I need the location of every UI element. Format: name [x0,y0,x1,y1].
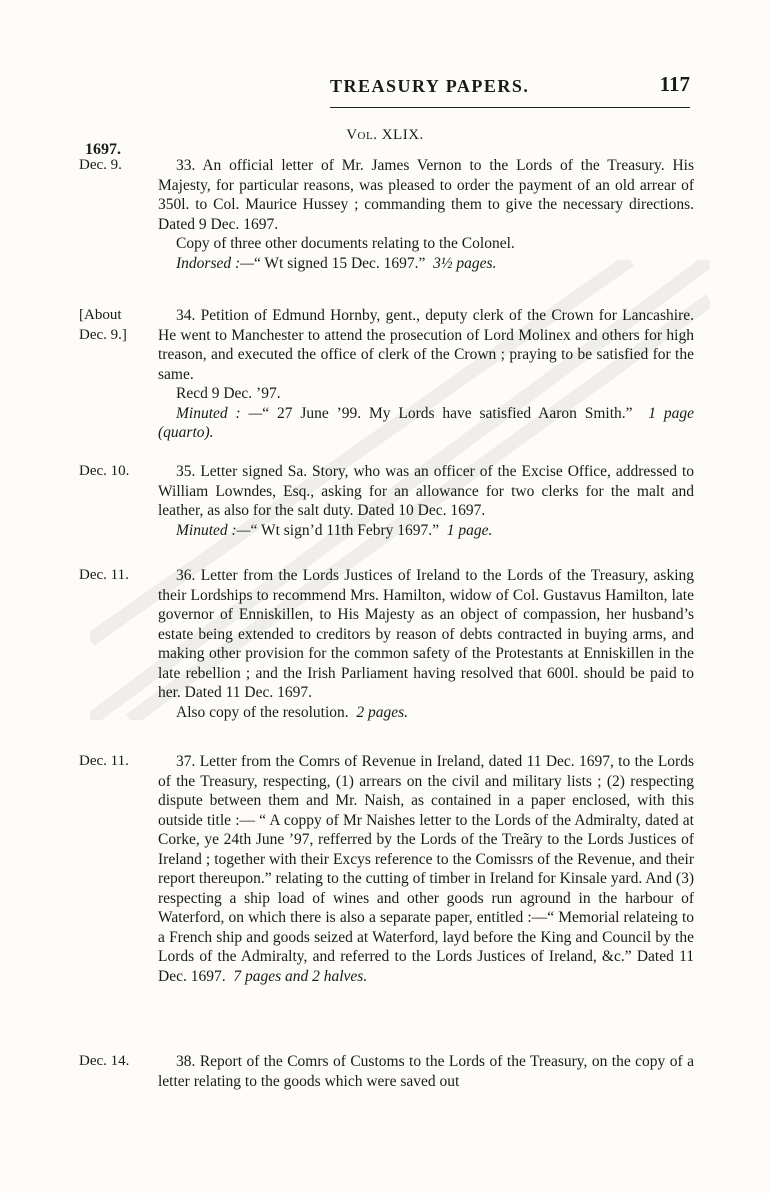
entry-text [158,752,694,986]
running-head: TREASURY PAPERS. [330,76,530,96]
year-label: 1697. [85,141,121,158]
entry-note: Also copy of the resolution. 2 pages. [176,703,409,721]
entry-text [158,156,694,273]
entry-body: 37. Letter from the Comrs of Revenue in Ireland, dated 11 Dec. 1697, to the Lords of the Treasury, respecting, (1) arrears on the civil and military lists ; (2) respecting dispute between them and Mr. Naish, as contained in a paper enclosed, with this outside title :— “ A coppy of Mr Naishes letter to the Lords of the Admiralty, dated at Corke, ye 24th June ’97, refferred by the Lords of the Treãry to the Lords Justices of Ireland ; together with their Excys reference to the Comissrs of the Revenue, and their report thereupon.” relating to the cutting of timber in Ireland for Kinsale yard. And (3) respecting a ship load of wines and other goods run aground in the harbour of Waterford, on which there is also a separate paper, entitled :—“ Memorial relateing to a French ship and goods seized at Waterford, layd before the King and Council by the Lords of the Admiralty, and referred to the Lords Justices of Ireland, &c.” Dated 11 Dec. 1697. 7 pages and 2 halves. [158,753,694,985]
entry-text [158,306,694,443]
entry-body: 36. Letter from the Lords Justices of Ireland to the Lords of the Treasury, asking their Lordships to recommend Mrs. Hamilton, widow of Col. Gustavus Hamilton, late governor of Enniskillen, to His Majesty as an object of compassion, her husband’s estate being extended to creditors by reason of debts contracted in buying arms, and making other provision for the common safety of the Protestants at Enniskillen in the late rebellion ; and the Irish Parliament having resolved that 600l. should be paid to her. Dated 11 Dec. 1697. [158,567,694,701]
entry-endorsement: Indorsed :—“ Wt signed 15 Dec. 1697.” 3½ pages. [176,254,497,272]
entry-endorsement: Minuted :—“ Wt sign’d 11th Febry 1697.” 1 page. [176,521,493,539]
entry-note: Copy of three other documents relating to the Colonel. [176,235,515,252]
entry-note: Recd 9 Dec. ’97. [176,385,281,402]
entry-date: Dec. 11. [79,753,129,769]
entry-body: 33. An official letter of Mr. James Vernon to the Lords of the Treasury. His Majesty, for particular reasons, was pleased to order the payment of an old arrear of 350l. to Col. Maurice Hussey ; commanding them to give the necessary directions. Dated 9 Dec. 1697. [158,157,694,233]
entry-date: Dec. 11. [79,567,129,583]
entry-date: Dec. 9. [79,157,122,173]
entry-text [158,566,694,722]
entry-text [158,1052,694,1091]
entry-text [158,462,694,540]
header-rule [330,107,690,108]
entry-pages: 7 pages and 2 halves. [233,967,368,985]
entry-date: Dec. 10. [79,463,130,479]
entry-endorsement: Minuted : —“ 27 June ’99. My Lords have satisfied Aaron Smith.” 1 page (quarto). [158,404,694,441]
entry-date: Dec. 14. [79,1053,130,1069]
entry-date: [About Dec. 9.] [79,307,127,343]
entry-body: 38. Report of the Comrs of Customs to the Lords of the Treasury, on the copy of a letter relating to the goods which were saved out [158,1053,694,1090]
volume-heading: Vol. XLIX. [346,127,424,143]
entry-body: 35. Letter signed Sa. Story, who was an officer of the Excise Office, addressed to William Lowndes, Esq., asking for an allowance for two clerks for the malt and leather, as also for the salt duty. Dated 10 Dec. 1697. [158,463,694,519]
page-header [330,70,690,106]
page-number: 117 [659,72,690,96]
entry-body: 34. Petition of Edmund Hornby, gent., deputy clerk of the Crown for Lancashire. He went to Manchester to attend the prosecution of Lord Molinex and others for high treason, and executed the office of clerk of the Crown ; praying to be satisfied for the same. [158,307,694,383]
